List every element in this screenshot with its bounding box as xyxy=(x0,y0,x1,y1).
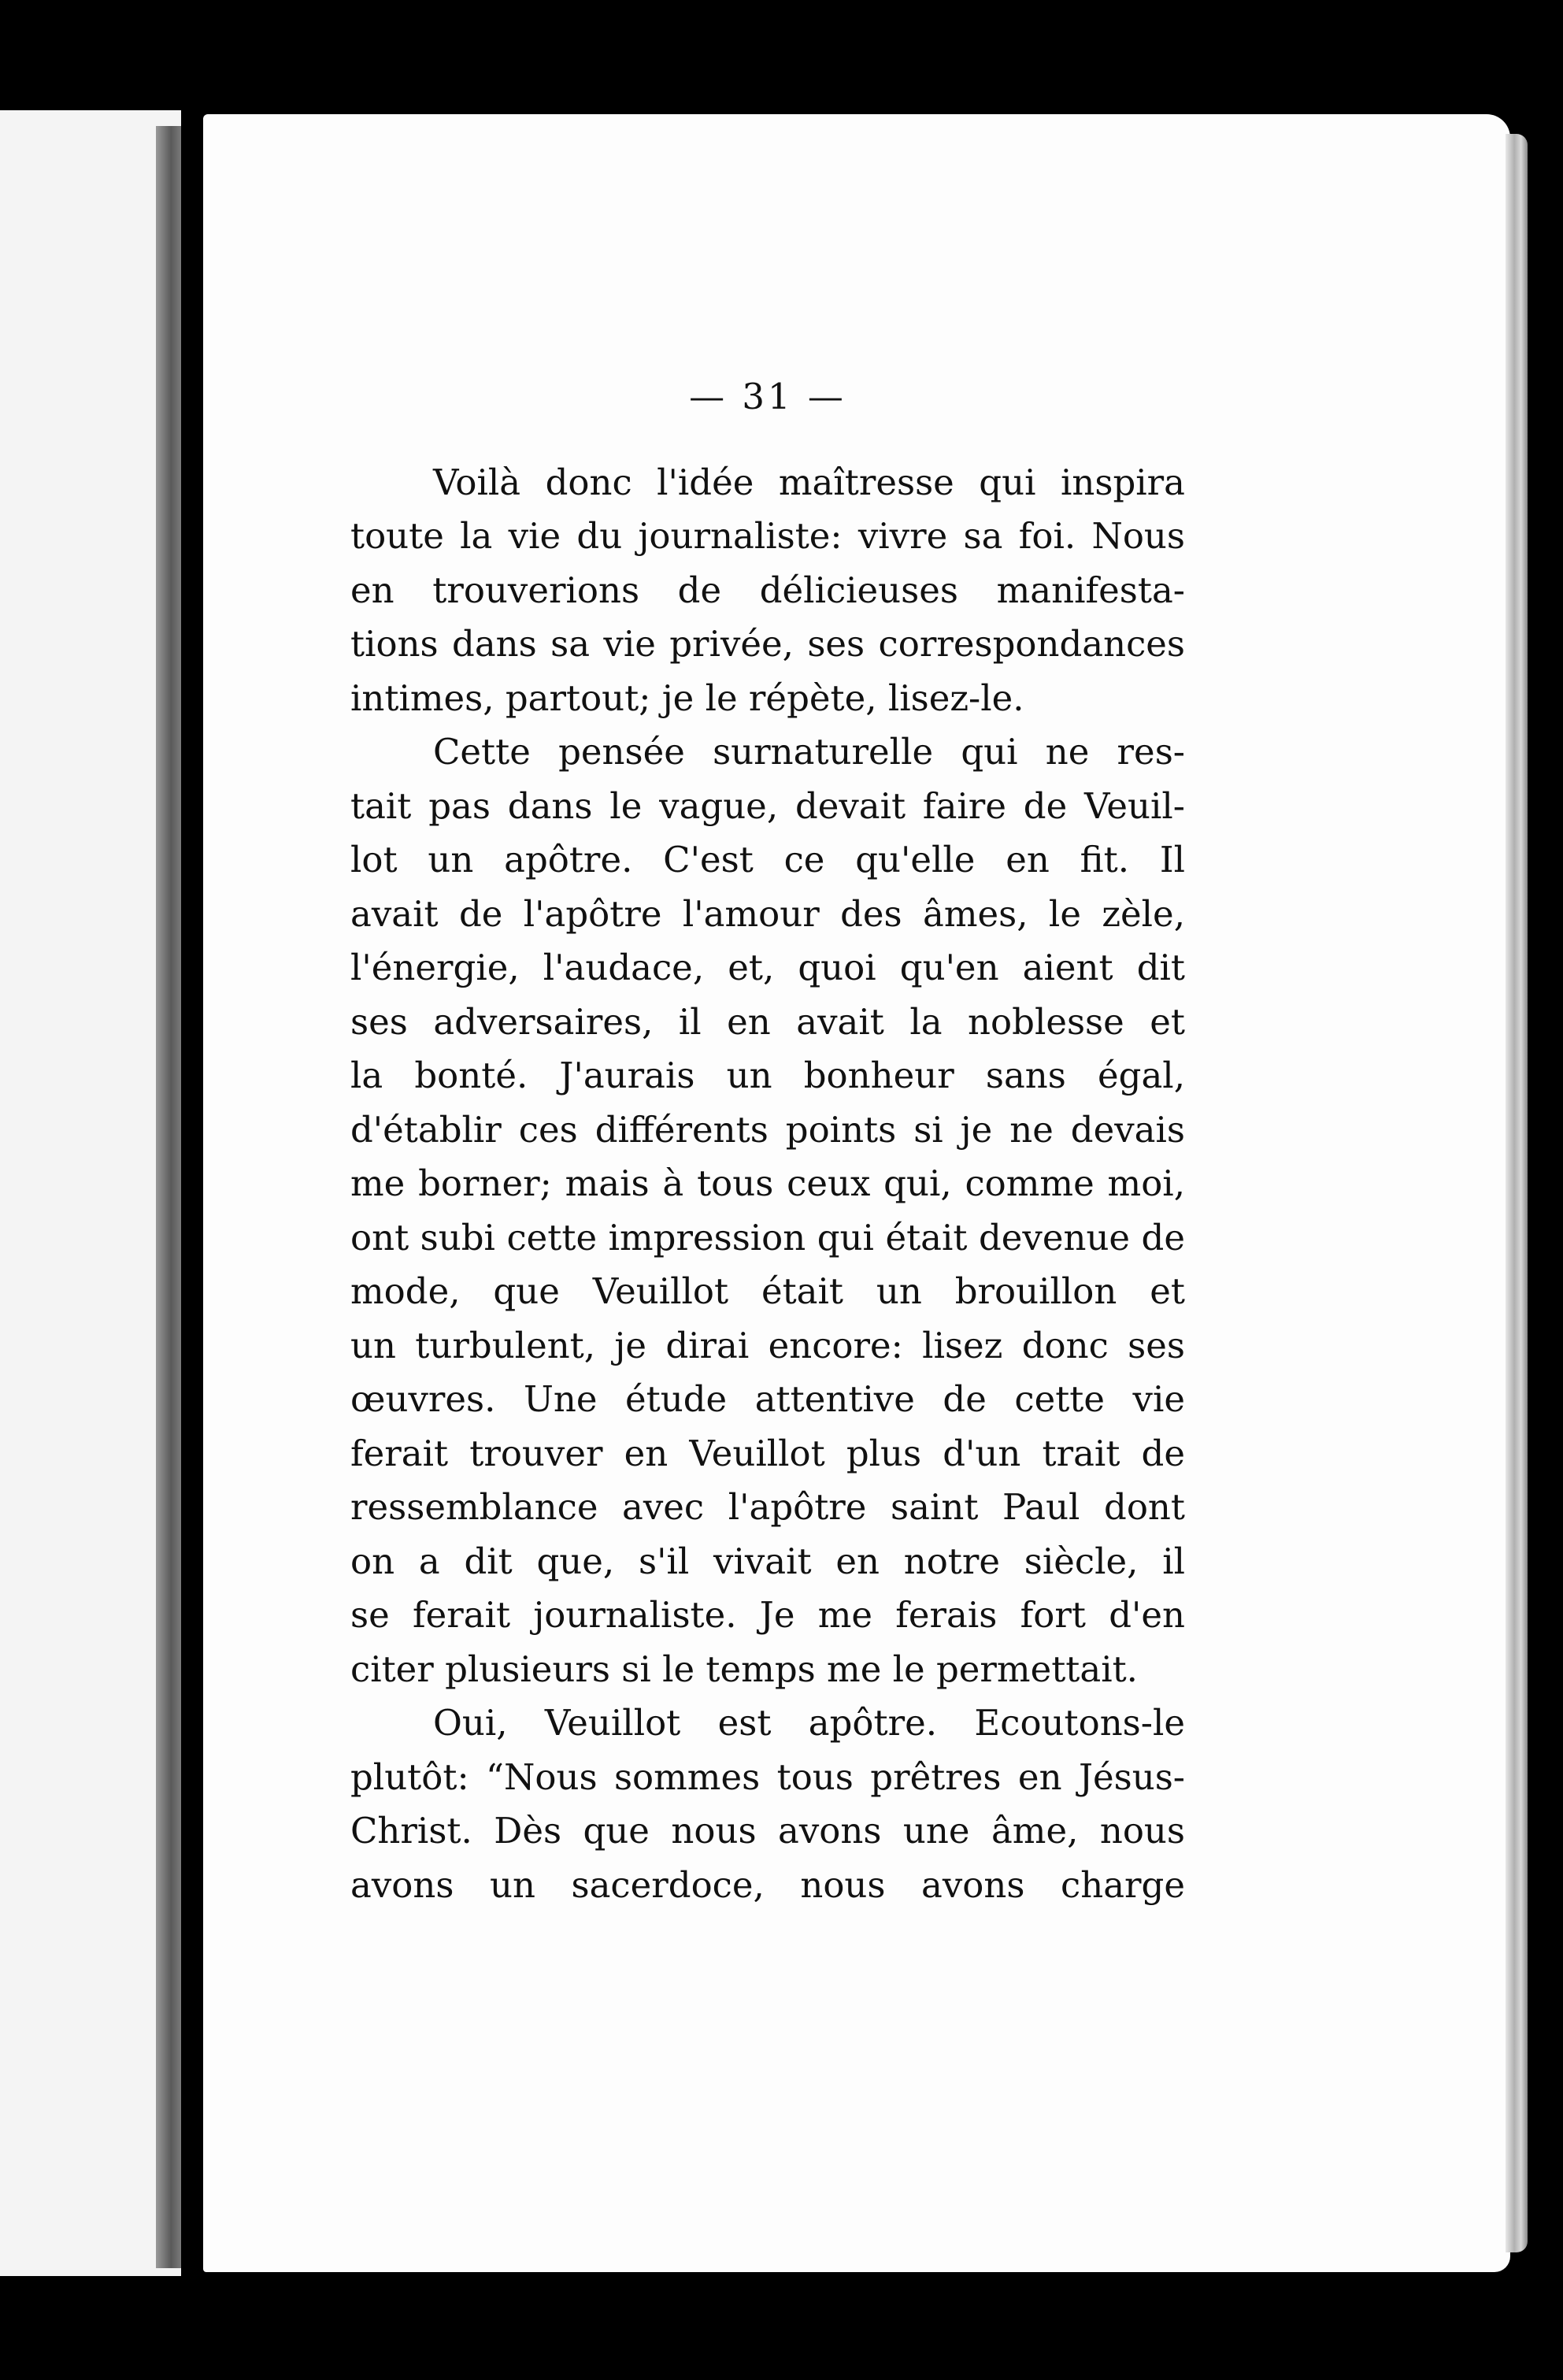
text-line: un turbulent, je dirai encore: lisez donc ses xyxy=(350,1324,1185,1366)
text-line: tions dans sa vie privée, ses correspondances xyxy=(350,623,1185,665)
text-line: Christ. Dès que nous avons une âme, nous xyxy=(350,1810,1185,1852)
text-line: en trouverions de délicieuses manifesta- xyxy=(350,569,1185,611)
text-line: mode, que Veuillot était un brouillon et xyxy=(350,1270,1185,1312)
text-line: ressemblance avec l'apôtre saint Paul dont xyxy=(350,1486,1185,1528)
text-line: l'énergie, l'audace, et, quoi qu'en aient dit xyxy=(350,947,1185,988)
text-line: tait pas dans le vague, devait faire de Veuil- xyxy=(350,784,1185,827)
text-line: la bonté. J'aurais un bonheur sans égal, xyxy=(350,1055,1185,1096)
page-fore-edge xyxy=(1506,134,1528,2252)
previous-page-edge xyxy=(0,110,181,2276)
text-line: toute la vie du journaliste: vivre sa foi. Nous xyxy=(350,515,1185,557)
page-number: — 31 — xyxy=(689,376,846,417)
text-line: avons un sacerdoce, nous avons charge xyxy=(350,1863,1185,1906)
text-line: plutôt: “Nous sommes tous prêtres en Jésus- xyxy=(350,1755,1185,1798)
text-line: ont subi cette impression qui était devenue de xyxy=(350,1216,1185,1259)
text-line: d'établir ces différents points si je ne devais xyxy=(350,1108,1185,1151)
text-line: Voilà donc l'idée maîtresse qui inspira xyxy=(433,461,1185,503)
text-line: lot un apôtre. C'est ce qu'elle en fit. Il xyxy=(350,839,1185,880)
text-line: citer plusieurs si le temps me le permettait. xyxy=(350,1648,1138,1690)
text-line: se ferait journaliste. Je me ferais fort d'en xyxy=(350,1594,1185,1636)
text-line: avait de l'apôtre l'amour des âmes, le zèle, xyxy=(350,892,1185,935)
text-line: intimes, partout; je le répète, lisez-le. xyxy=(350,677,1024,719)
text-line: ses adversaires, il en avait la noblesse et xyxy=(350,1000,1185,1043)
text-line: me borner; mais à tous ceux qui, comme moi, xyxy=(350,1162,1185,1204)
paragraph-3 xyxy=(350,1696,1185,1912)
text-line: œuvres. Une étude attentive de cette vie xyxy=(350,1378,1185,1420)
page-text xyxy=(350,370,1185,1912)
text-line: on a dit que, s'il vivait en notre siècle, il xyxy=(350,1540,1185,1582)
text-line: ferait trouver en Veuillot plus d'un trait de xyxy=(350,1432,1185,1474)
text-line: Cette pensée surnaturelle qui ne res- xyxy=(433,731,1185,773)
paragraph-1 xyxy=(350,456,1185,726)
text-line: Oui, Veuillot est apôtre. Ecoutons-le xyxy=(433,1702,1185,1744)
paragraph-2 xyxy=(350,725,1185,1696)
